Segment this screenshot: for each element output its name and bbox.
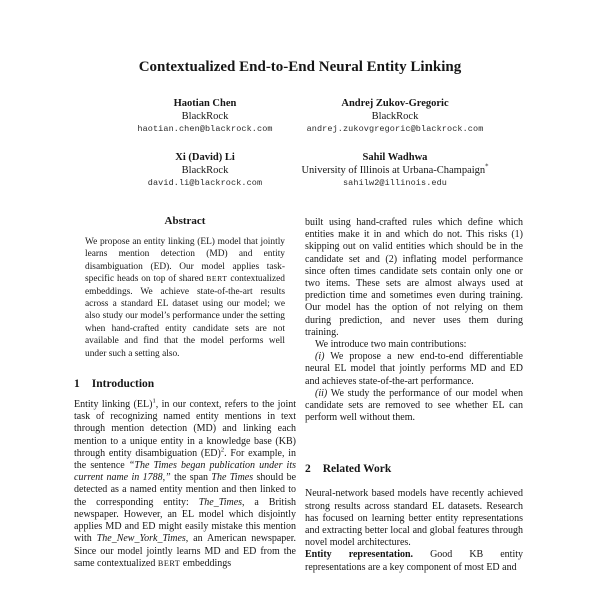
contribution-ii-paragraph: (ii) We study the performance of our model when candidate sets are removed to see whether EL can perform well without them. (305, 387, 523, 424)
author-3 (110, 151, 300, 190)
author-name: Sahil Wadhwa (362, 152, 428, 163)
section-number: 1 (74, 378, 80, 391)
section-heading-related-work (305, 462, 523, 476)
section-heading-introduction (74, 377, 296, 391)
author-affiliation: BlackRock (371, 111, 419, 122)
author-email: haotian.chen@blackrock.com (137, 124, 273, 134)
two-column-body (74, 215, 600, 574)
author-affiliation: BlackRock (181, 111, 229, 122)
right-column (305, 215, 523, 574)
author-block (0, 97, 600, 190)
author-4 (300, 151, 490, 190)
author-affiliation: University of Illinois at Urbana-Champaign* (301, 163, 489, 176)
related-work-paragraph-2: Entity representation. Good KB entity representations are a key component of most ED and (305, 549, 524, 573)
author-name: Xi (David) Li (175, 152, 235, 163)
abstract-heading: Abstract (164, 215, 206, 227)
author-email: david.li@blackrock.com (147, 178, 263, 188)
continuation-paragraph: built using hand-crafted rules which define which entities make it in and which do not. This risks (1) skipping out on valid entities which should be in the candidate set and (2) inflating model performance since often times candidate sets contain only one or two items. These sets are almost always used at prediction time and sometimes even during training. Our model has the option of not relying on them during prediction, and never uses them during training. (305, 217, 523, 338)
abstract-text: We propose an entity linking (EL) model that jointly learns mention detection (MD) and entity disambiguation (ED). Our model applies task-specific heads on top of shared BERT contextualized embeddings. We achieve state-of-the-art results across a standard EL dataset using our model; we also study our model’s performance under the setting when hand-crafted entity candidate sets are not available and find that the model performs well under such a setting also. (85, 237, 285, 359)
author-1 (110, 97, 300, 136)
author-2 (300, 97, 490, 136)
contribution-i-paragraph: (i) We propose a new end-to-end differentiable neural EL model that jointly performs MD and ED and achieves state-of-the-art performance. (305, 351, 523, 387)
author-name: Haotian Chen (173, 98, 237, 109)
related-work-paragraph-1: Neural-network based models have recently achieved strong results across standard EL datasets. Research has focused on learning better entity representations and extracting better local and global features through novel model architectures. (305, 488, 523, 549)
intro-paragraph: Entity linking (EL)$^1$, in our context, refers to the joint task of recognizing named entity mentions in text through mention detection (MD) and linking each mention to a unique entity in a knowledge base (KB) through entity disambiguation (ED)$^2$. For example, in the sentence “The Times began publication under its current name in 1788,” the span The Times should be detected as a named entity mention and then linked to the corresponding entity: The_Times, a British newspaper. However, an EL model which disjointly applies MD and ED might easily mistake this mention with The_New_York_Times, an American newspaper. Since our model jointly learns MD and ED from the same contextualized BERT embeddings (74, 397, 297, 569)
paper-title: Contextualized End-to-End Neural Entity Linking (138, 59, 462, 75)
section-title: Related Work (322, 463, 392, 476)
author-email: andrej.zukovgregoric@blackrock.com (306, 124, 484, 134)
author-name: Andrej Zukov-Gregoric (341, 98, 449, 109)
contributions-intro-paragraph: We introduce two main contributions: (315, 339, 467, 351)
author-email: sahilw2@illinois.edu (342, 178, 448, 188)
left-column (74, 215, 296, 574)
section-number: 2 (305, 463, 311, 476)
author-affiliation: BlackRock (181, 165, 229, 176)
section-title: Introduction (91, 378, 155, 391)
